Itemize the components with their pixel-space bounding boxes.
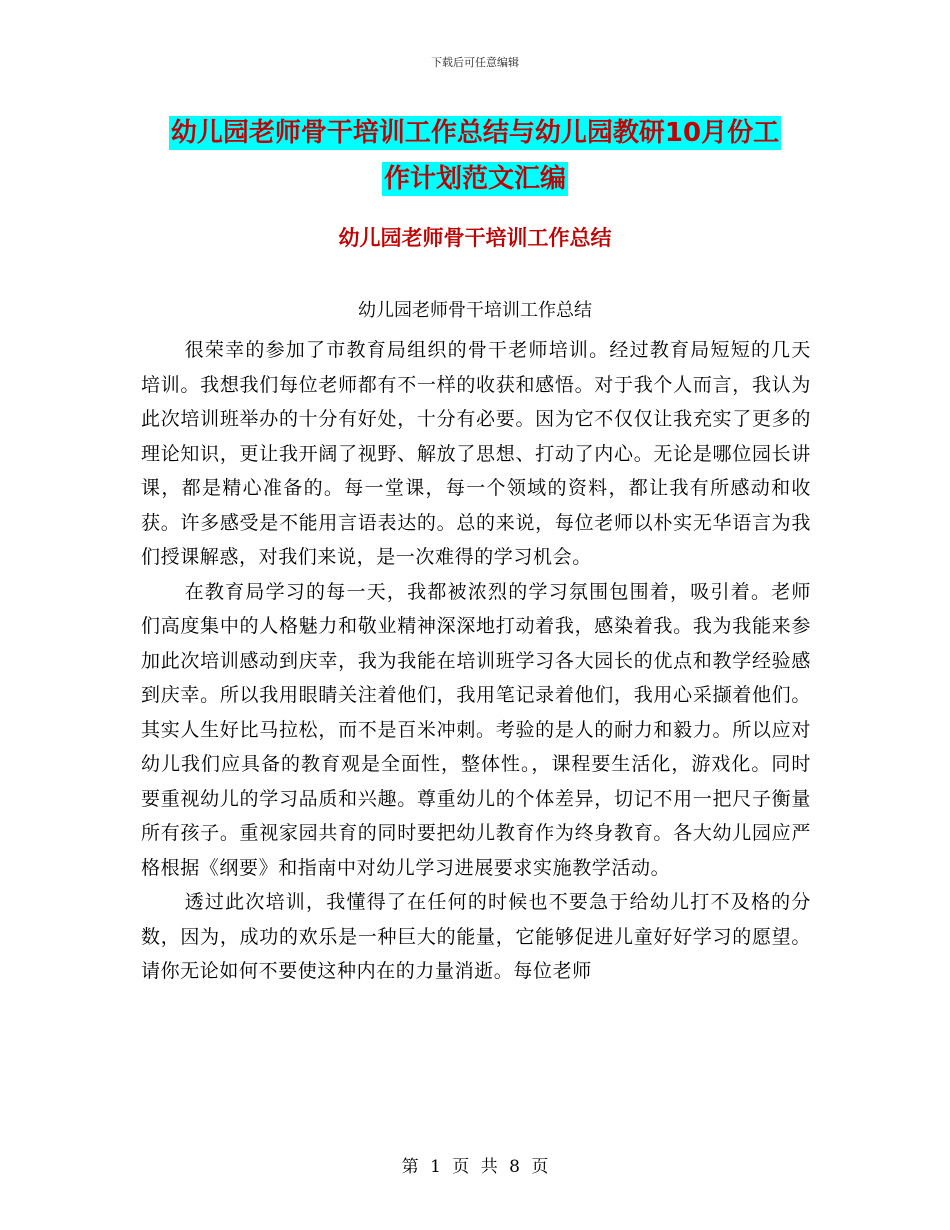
body-text bbox=[141, 333, 811, 989]
document-title bbox=[80, 110, 870, 202]
page-header-note: 下载后可任意编辑 bbox=[431, 56, 519, 69]
document-title-line-2: 作计划范文汇编 bbox=[383, 164, 566, 194]
paragraph-1: 很荣幸的参加了市教育局组织的骨干老师培训。经过教育局短短的几天培训。我想我们每位老师都有不一样的收获和感悟。对于我个人而言，我认为此次培训班举办的十分有好处，十分有必要。因为它不仅仅让我充实了更多的理论知识，更让我开阔了视野、解放了思想、打动了内心。无论是哪位园长讲课，都是精心准备的。每一堂课，每一个领域的资料，都让我有所感动和收获。许多感受是不能用言语表达的。总的来说，每位老师以朴实无华语言为我们授课解惑，对我们来说，是一次难得的学习机会。 bbox=[141, 339, 811, 568]
section-title: 幼儿园老师骨干培训工作总结 bbox=[338, 226, 612, 250]
document-title-line-1: 幼儿园老师骨干培训工作总结与幼儿园教研10月份工 bbox=[170, 118, 780, 148]
page-footer: 第 1 页 共 8 页 bbox=[401, 1157, 549, 1177]
paragraph-3: 透过此次培训，我懂得了在任何的时候也不要急于给幼儿打不及格的分数，因为，成功的欢乐是一种巨大的能量，它能够促进儿童好好学习的愿望。请你无论如何不要使这种内在的力量消逝。每位老师 bbox=[141, 891, 811, 982]
paragraph-2: 在教育局学习的每一天，我都被浓烈的学习氛围包围着，吸引着。老师们高度集中的人格魅力和敬业精神深深地打动着我，感染着我。我为我能来参加此次培训感动到庆幸，我为我能在培训班学习各大园长的优点和教学经验感到庆幸。所以我用眼睛关注着他们，我用笔记录着他们，我用心采撷着他们。其实人生好比马拉松，而不是百米冲刺。考验的是人的耐力和毅力。所以应对幼儿我们应具备的教育观是全面性，整体性。，课程要生活化，游戏化。同时要重视幼儿的学习品质和兴趣。尊重幼儿的个体差异，切记不用一把尺子衡量所有孩子。重视家园共育的同时要把幼儿教育作为终身教育。各大幼儿园应严格根据《纲要》和指南中对幼儿学习进展要求实施教学活动。 bbox=[141, 580, 811, 879]
section-subtitle: 幼儿园老师骨干培训工作总结 bbox=[358, 300, 592, 321]
